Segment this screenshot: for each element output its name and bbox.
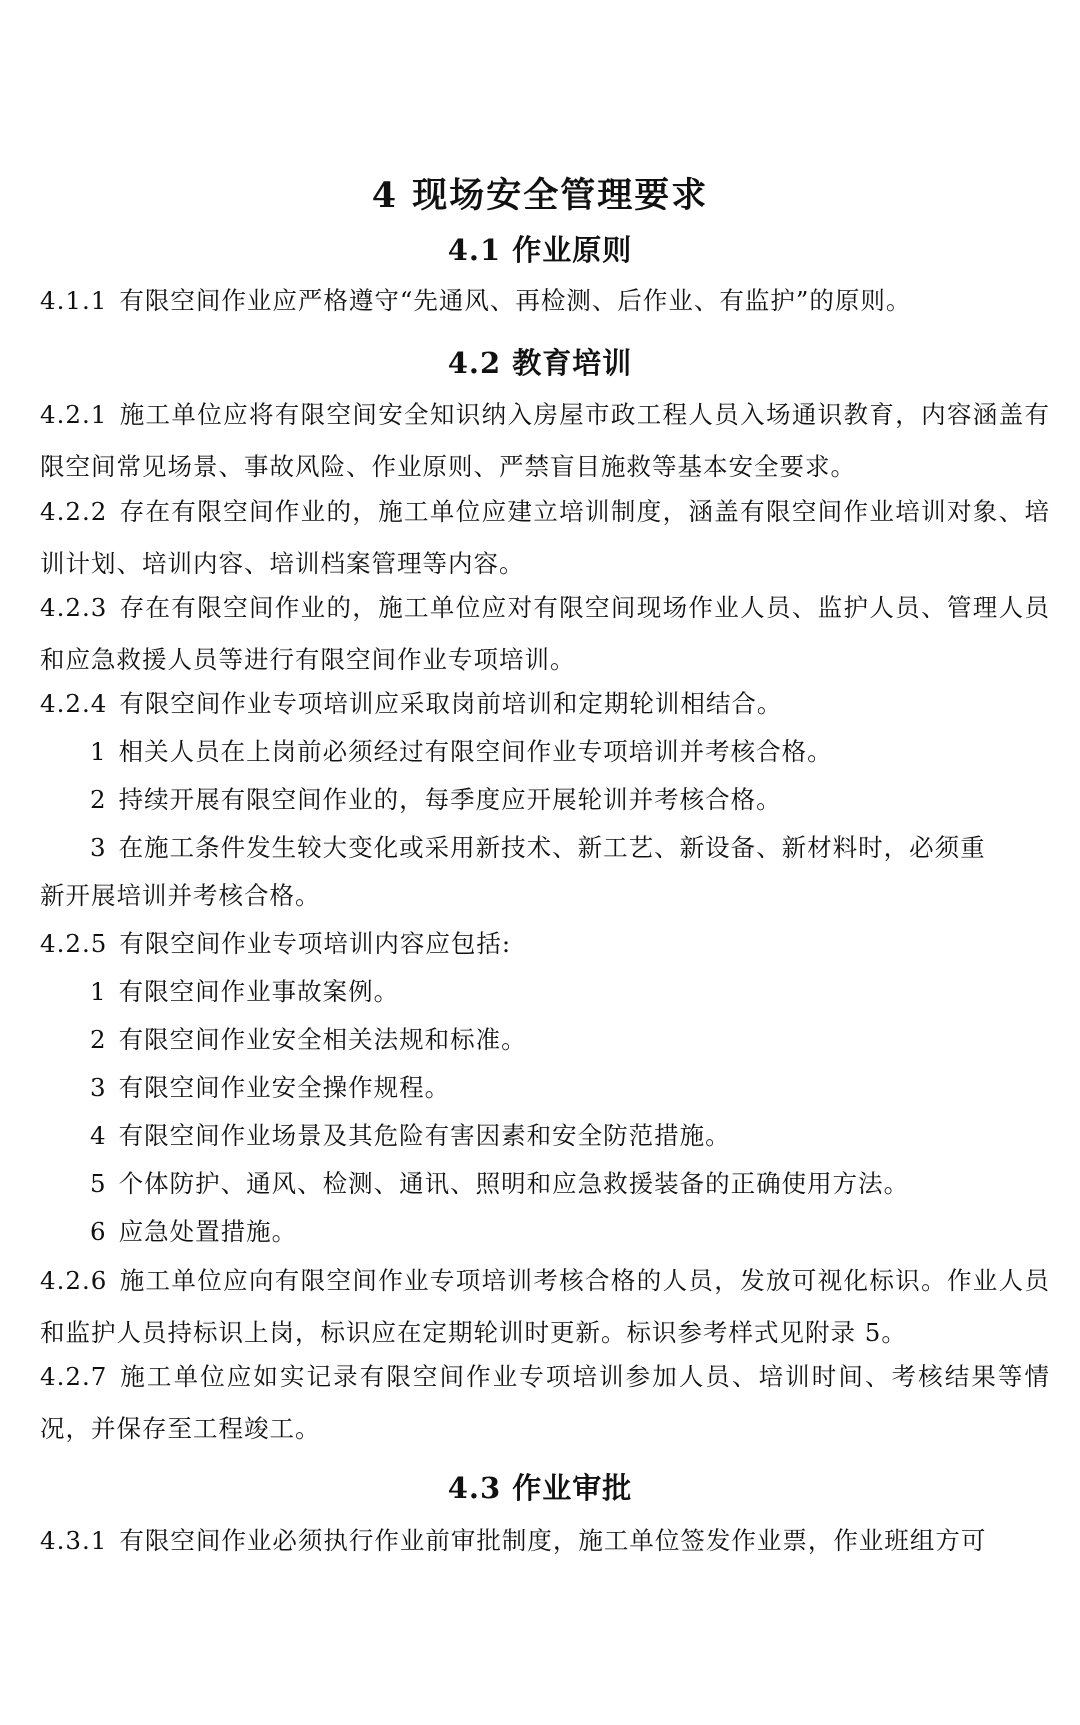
clause-4-2-2: [40, 486, 1050, 590]
item-number: 2: [90, 785, 107, 814]
clause-number: 4.3.1: [40, 1526, 108, 1555]
item-number: 3: [90, 1073, 107, 1102]
item-text: 在施工条件发生较大变化或采用新技术、新工艺、新设备、新材料时，必须重: [118, 833, 986, 862]
clause-text: 存在有限空间作业的，施工单位应建立培训制度，涵盖有限空间作业培训对象、培训计划、培训内容、培训档案管理等内容。: [40, 497, 1050, 578]
clause-number: 4.2.1: [40, 400, 108, 429]
item-number: 4: [90, 1121, 107, 1150]
list-item: [90, 1062, 1050, 1114]
list-item: [90, 1206, 1050, 1258]
item-number: 6: [90, 1217, 107, 1246]
section-title-4-2: 4.2 教育培训: [447, 346, 633, 380]
clause-text: 存在有限空间作业的，施工单位应对有限空间现场作业人员、监护人员、管理人员和应急救援人员等进行有限空间作业专项培训。: [40, 593, 1050, 674]
clause-text: 有限空间作业应严格遵守“先通风、再检测、后作业、有监护”的原则。: [119, 286, 912, 315]
list-item: [90, 966, 1050, 1018]
clause-4-2-4: [40, 678, 1050, 730]
clause-4-3-1: [40, 1515, 1050, 1567]
list-item-continuation: 新开展培训并考核合格。: [40, 881, 321, 910]
item-text: 有限空间作业场景及其危险有害因素和安全防范措施。: [118, 1121, 731, 1150]
clause-number: 4.1.1: [40, 286, 108, 315]
clause-text: 施工单位应向有限空间作业专项培训考核合格的人员，发放可视化标识。作业人员和监护人员持标识上岗，标识应在定期轮训时更新。标识参考样式见附录 5。: [40, 1266, 1050, 1347]
list-item: [90, 1014, 1050, 1066]
list-item: [90, 1158, 1050, 1210]
item-text: 个体防护、通风、检测、通讯、照明和应急救援装备的正确使用方法。: [118, 1169, 910, 1198]
item-text: 有限空间作业安全相关法规和标准。: [118, 1025, 527, 1054]
clause-text: 施工单位应将有限空间安全知识纳入房屋市政工程人员入场通识教育，内容涵盖有限空间常见场景、事故风险、作业原则、严禁盲目施救等基本安全要求。: [40, 400, 1050, 481]
clause-4-2-1: [40, 389, 1050, 493]
clause-text: 施工单位应如实记录有限空间作业专项培训参加人员、培训时间、考核结果等情况，并保存至工程竣工。: [40, 1362, 1050, 1443]
item-text: 有限空间作业事故案例。: [118, 977, 400, 1006]
list-item: [90, 726, 1050, 778]
list-item: [90, 822, 1050, 874]
item-number: 1: [90, 737, 107, 766]
chapter-title: 4 现场安全管理要求: [371, 175, 709, 216]
clause-4-2-6: [40, 1255, 1050, 1359]
clause-number: 4.2.4: [40, 689, 108, 718]
section-title-4-3: 4.3 作业审批: [447, 1471, 633, 1505]
section-title-4-1: 4.1 作业原则: [447, 233, 633, 267]
clause-text: 有限空间作业必须执行作业前审批制度，施工单位签发作业票，作业班组方可: [119, 1526, 987, 1555]
clause-number: 4.2.7: [40, 1362, 108, 1391]
clause-number: 4.2.3: [40, 593, 108, 622]
item-text: 持续开展有限空间作业的，每季度应开展轮训并考核合格。: [118, 785, 782, 814]
item-text: 应急处置措施。: [118, 1217, 298, 1246]
clause-4-2-5: [40, 918, 1050, 970]
item-text: 相关人员在上岗前必须经过有限空间作业专项培训并考核合格。: [118, 737, 833, 766]
list-item: [90, 774, 1050, 826]
clause-4-2-7: [40, 1351, 1050, 1455]
clause-number: 4.2.2: [40, 497, 108, 526]
clause-number: 4.2.6: [40, 1266, 108, 1295]
item-number: 5: [90, 1169, 107, 1198]
item-number: 1: [90, 977, 107, 1006]
clause-text: 有限空间作业专项培训内容应包括:: [119, 929, 512, 958]
item-number: 2: [90, 1025, 107, 1054]
clause-number: 4.2.5: [40, 929, 108, 958]
list-item: [90, 1110, 1050, 1162]
clause-text: 有限空间作业专项培训应采取岗前培训和定期轮训相结合。: [119, 689, 783, 718]
clause-4-2-3: [40, 582, 1050, 686]
item-text: 有限空间作业安全操作规程。: [118, 1073, 451, 1102]
item-number: 3: [90, 833, 107, 862]
clause-4-1-1: [40, 275, 1050, 327]
